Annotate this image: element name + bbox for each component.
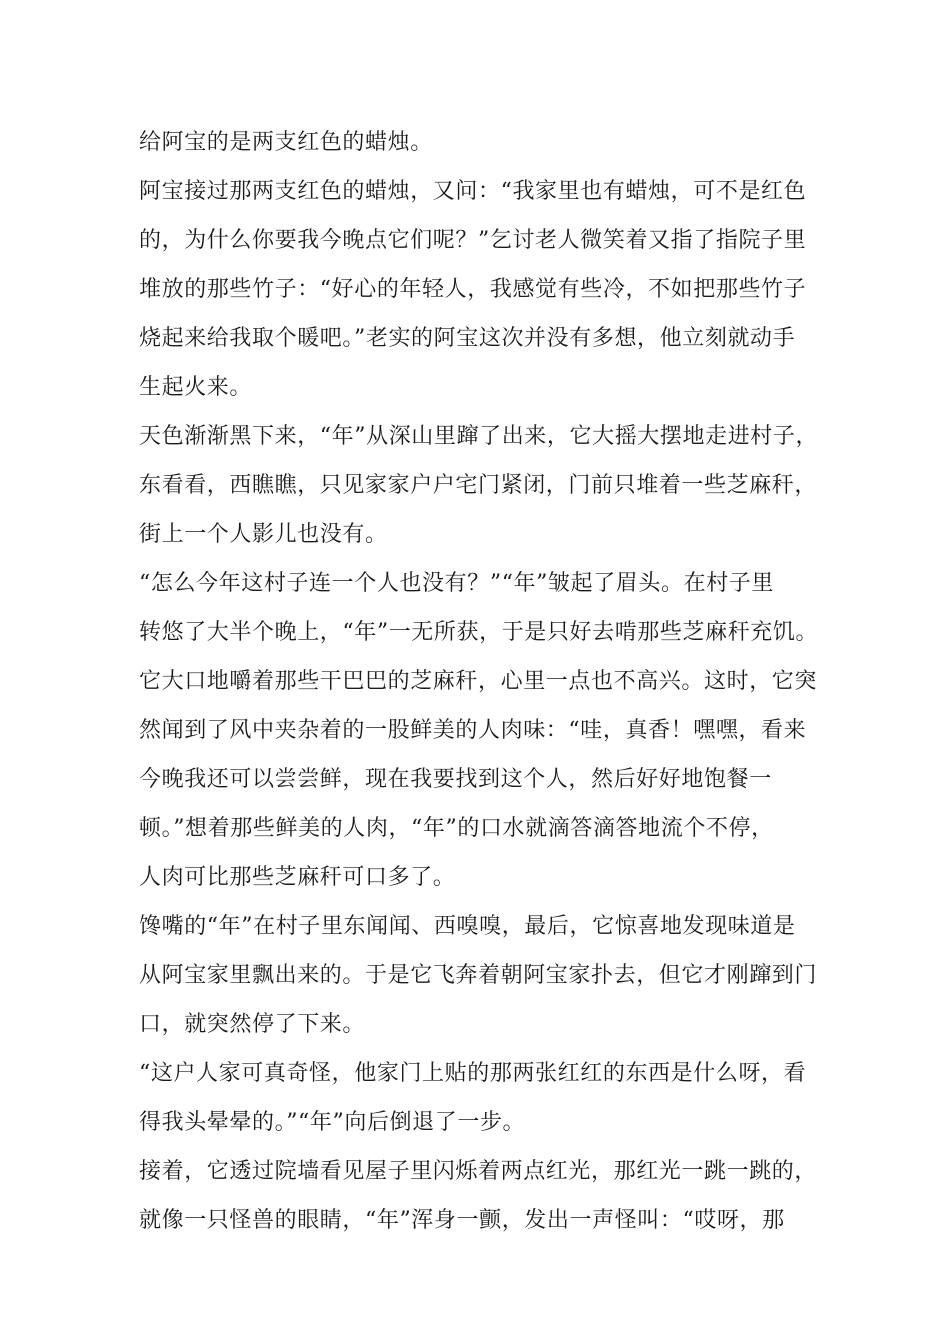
text-line: “怎么今年这村子连一个人也没有？”“年”皱起了眉头。在村子里 <box>139 571 774 596</box>
text-line: 从阿宝家里飘出来的。于是它飞奔着朝阿宝家扑去，但它才刚蹿到门 <box>139 963 818 988</box>
text-line: 街上一个人影儿也没有。 <box>139 522 388 547</box>
text-line: 的，为什么你要我今晚点它们呢？”乞讨老人微笑着又指了指院子里 <box>139 228 807 253</box>
text-line: 就像一只怪兽的眼睛，“年”浑身一颤，发出一声怪叫：“哎呀，那 <box>139 1208 785 1233</box>
text-line: 转悠了大半个晚上，“年”一无所获，于是只好去啃那些芝麻秆充饥。 <box>139 620 819 645</box>
text-line: 阿宝接过那两支红色的蜡烛，又问：“我家里也有蜡烛，可不是红色 <box>139 179 807 204</box>
text-line: 天色渐渐黑下来，“年”从深山里蹿了出来，它大摇大摆地走进村子， <box>139 424 819 449</box>
story-text <box>139 118 829 1245</box>
text-line: 烧起来给我取个暖吧。”老实的阿宝这次并没有多想，他立刻就动手 <box>139 326 796 351</box>
text-line: 馋嘴的“年”在村子里东闻闻、西嗅嗅，最后，它惊喜地发现味道是 <box>139 914 796 939</box>
text-line: 今晚我还可以尝尝鲜，现在我要找到这个人，然后好好地饱餐一 <box>139 767 772 792</box>
text-line: 生起火来。 <box>139 375 253 400</box>
text-line: 东看看，西瞧瞧，只见家家户户宅门紧闭，门前只堆着一些芝麻秆， <box>139 473 818 498</box>
text-line: 接着，它透过院墙看见屋子里闪烁着两点红光，那红光一跳一跳的， <box>139 1159 818 1184</box>
text-line: 得我头晕晕的。”“年”向后倒退了一步。 <box>139 1110 526 1135</box>
text-line: 堆放的那些竹子：“好心的年轻人，我感觉有些冷，不如把那些竹子 <box>139 277 807 302</box>
text-line: 给阿宝的是两支红色的蜡烛。 <box>139 130 433 155</box>
text-line: 它大口地嚼着那些干巴巴的芝麻秆，心里一点也不高兴。这时，它突 <box>139 669 818 694</box>
text-line: “这户人家可真奇怪，他家门上贴的那两张红红的东西是什么呀，看 <box>139 1061 807 1086</box>
text-line: 顿。”想着那些鲜美的人肉，“年”的口水就滴答滴答地流个不停， <box>139 816 774 841</box>
text-line: 口，就突然停了下来。 <box>139 1012 366 1037</box>
text-line: 然闻到了风中夹杂着的一股鲜美的人肉味：“哇，真香！嘿嘿，看来 <box>139 718 807 743</box>
text-line: 人肉可比那些芝麻秆可口多了。 <box>139 865 456 890</box>
